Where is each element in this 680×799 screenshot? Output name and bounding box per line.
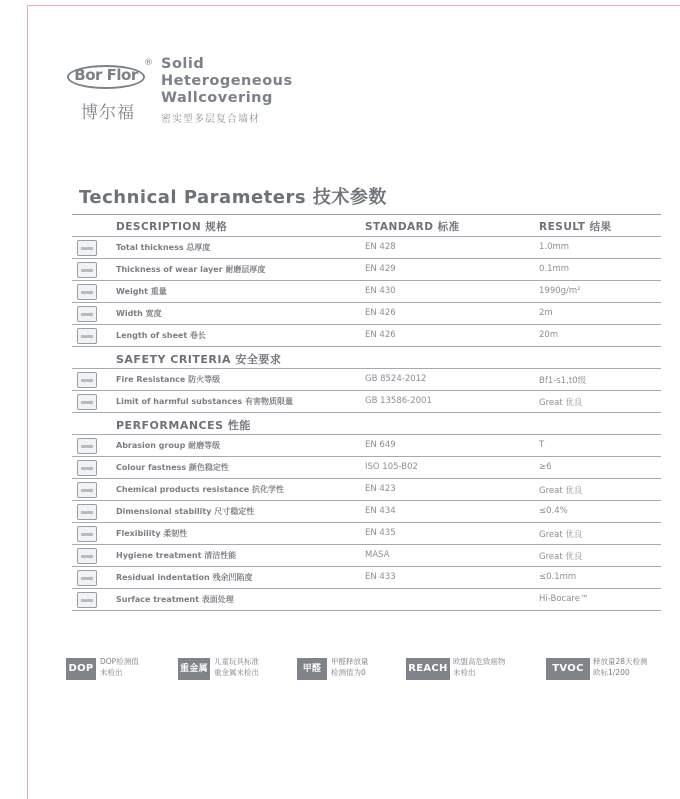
cert-line-1: DOP检测值 (100, 657, 139, 666)
row-result: Great 优良 (539, 552, 583, 562)
header-standard: STANDARD 标准 (365, 221, 460, 233)
dimensional-stability-icon (77, 504, 97, 520)
group-title-safety: SAFETY CRITERIA 安全要求 (116, 353, 282, 366)
table-row (72, 303, 661, 325)
row-standard: EN 435 (365, 528, 396, 538)
table-row (72, 435, 661, 457)
table-row (72, 479, 661, 501)
row-description: Dimensional stability 尺寸稳定性 (116, 507, 255, 516)
table-row (72, 281, 661, 303)
page-border-left (27, 5, 28, 799)
row-description: Weight 重量 (116, 287, 167, 296)
row-standard: GB 13586-2001 (365, 396, 432, 406)
roll-length-icon (77, 328, 97, 344)
cert-text (593, 656, 648, 678)
surface-treatment-icon (77, 592, 97, 608)
cert-line-1: 甲醛释放量 (331, 657, 369, 666)
row-description: Flexibility 柔韧性 (116, 529, 188, 538)
heavy-metal-badge-icon: 重金属 (178, 658, 210, 680)
chemical-resistance-icon (77, 482, 97, 498)
cert-text (453, 656, 506, 678)
reach-badge-icon: REACH (406, 658, 450, 680)
logo-text: Bor Flor (74, 66, 138, 84)
row-description: Chemical products resistance 抗化学性 (116, 485, 284, 494)
row-description: Hygiene treatment 清洁性能 (116, 551, 237, 560)
page-border-top (27, 5, 680, 6)
thickness-icon (77, 240, 97, 256)
row-description: Fire Resistance 防火等级 (116, 375, 221, 384)
row-result: ≥6 (539, 462, 552, 472)
row-standard: EN 423 (365, 484, 396, 494)
row-standard: EN 426 (365, 330, 396, 340)
width-icon (77, 306, 97, 322)
colour-fastness-icon (77, 460, 97, 476)
row-description: Colour fastness 颜色稳定性 (116, 463, 229, 472)
product-subtitle-cn: 密实型多层复合墙材 (161, 114, 260, 125)
header-description: DESCRIPTION 规格 (116, 221, 228, 233)
cert-line-1: 欧盟高危致癌物 (453, 657, 506, 666)
brand-logo (64, 58, 154, 124)
formaldehyde-badge-icon: 甲醛 (297, 658, 327, 680)
fire-icon (77, 372, 97, 388)
row-result: 0.1mm (539, 264, 570, 274)
row-standard: EN 428 (365, 242, 396, 252)
row-result: Great 优良 (539, 398, 583, 408)
row-result: Great 优良 (539, 530, 583, 540)
row-standard: EN 433 (365, 572, 396, 582)
row-result: Hi-Bocare™ (539, 594, 589, 604)
cert-text (214, 656, 259, 678)
cert-line-2: 重金属未检出 (214, 668, 259, 677)
row-description: Total thickness 总厚度 (116, 243, 211, 252)
certification-strip (66, 656, 666, 686)
wear-layer-icon (77, 262, 97, 278)
abrasion-icon (77, 438, 97, 454)
indentation-icon (77, 570, 97, 586)
cert-line-1: 释放量28天检测 (593, 657, 648, 666)
row-standard: MASA (365, 550, 390, 560)
product-line-2: Heterogeneous (161, 73, 293, 89)
table-row (72, 567, 661, 589)
row-standard: EN 649 (365, 440, 396, 450)
table-header-row (72, 215, 661, 237)
row-description: Residual indentation 残余凹陷度 (116, 573, 253, 582)
row-description: Length of sheet 卷长 (116, 331, 206, 340)
group-row-performance (72, 413, 661, 435)
table-row (72, 545, 661, 567)
row-standard: GB 8524-2012 (365, 374, 427, 384)
table-row (72, 501, 661, 523)
row-standard: EN 430 (365, 286, 396, 296)
cert-line-2: 检测值为0 (331, 668, 366, 677)
row-standard: EN 426 (365, 308, 396, 318)
row-description: Limit of harmful substances 有害物质限量 (116, 397, 293, 406)
group-row-safety (72, 347, 661, 369)
section-title: Technical Parameters 技术参数 (79, 187, 387, 208)
cert-line-2: 未检出 (100, 668, 123, 677)
group-title-performance: PERFORMANCES 性能 (116, 419, 251, 432)
table-row (72, 589, 661, 611)
row-result: 2m (539, 308, 553, 318)
registered-mark: ® (144, 58, 153, 68)
row-result: 20m (539, 330, 559, 340)
table-row (72, 457, 661, 479)
dop-badge-icon: DOP (66, 658, 96, 680)
cert-line-2: 欧标1/200 (593, 668, 630, 677)
table-row (72, 237, 661, 259)
row-description: Surface treatment 表面处理 (116, 595, 234, 604)
cert-line-1: 儿童玩具标准 (214, 657, 259, 666)
product-line-1: Solid (161, 56, 205, 72)
row-result: 1.0mm (539, 242, 570, 252)
flexibility-icon (77, 526, 97, 542)
cert-text (100, 656, 139, 678)
weight-icon (77, 284, 97, 300)
row-result: T (539, 440, 545, 450)
row-standard: ISO 105-B02 (365, 462, 418, 472)
harmful-substances-icon (77, 394, 97, 410)
row-result: 1990g/m² (539, 286, 581, 296)
row-result: ≤0.1mm (539, 572, 577, 582)
tvoc-badge-icon: TVOC (546, 658, 590, 680)
hygiene-icon (77, 548, 97, 564)
cert-text (331, 656, 369, 678)
table-row (72, 259, 661, 281)
logo-chinese-name: 博尔福 (81, 103, 135, 123)
row-description: Abrasion group 耐磨等级 (116, 441, 221, 450)
row-standard: EN 429 (365, 264, 396, 274)
table-row (72, 391, 661, 413)
row-description: Width 宽度 (116, 309, 162, 318)
table-row (72, 325, 661, 347)
product-line-3: Wallcovering (161, 90, 273, 106)
row-standard: EN 434 (365, 506, 396, 516)
cert-line-2: 未检出 (453, 668, 476, 677)
table-row (72, 369, 661, 391)
row-description: Thickness of wear layer 耐磨层厚度 (116, 265, 266, 274)
product-title (161, 56, 293, 125)
row-result: Bf1-s1,t0级 (539, 376, 587, 386)
row-result: Great 优良 (539, 486, 583, 496)
table-row (72, 523, 661, 545)
row-result: ≤0.4% (539, 506, 568, 516)
header-result: RESULT 结果 (539, 221, 612, 233)
